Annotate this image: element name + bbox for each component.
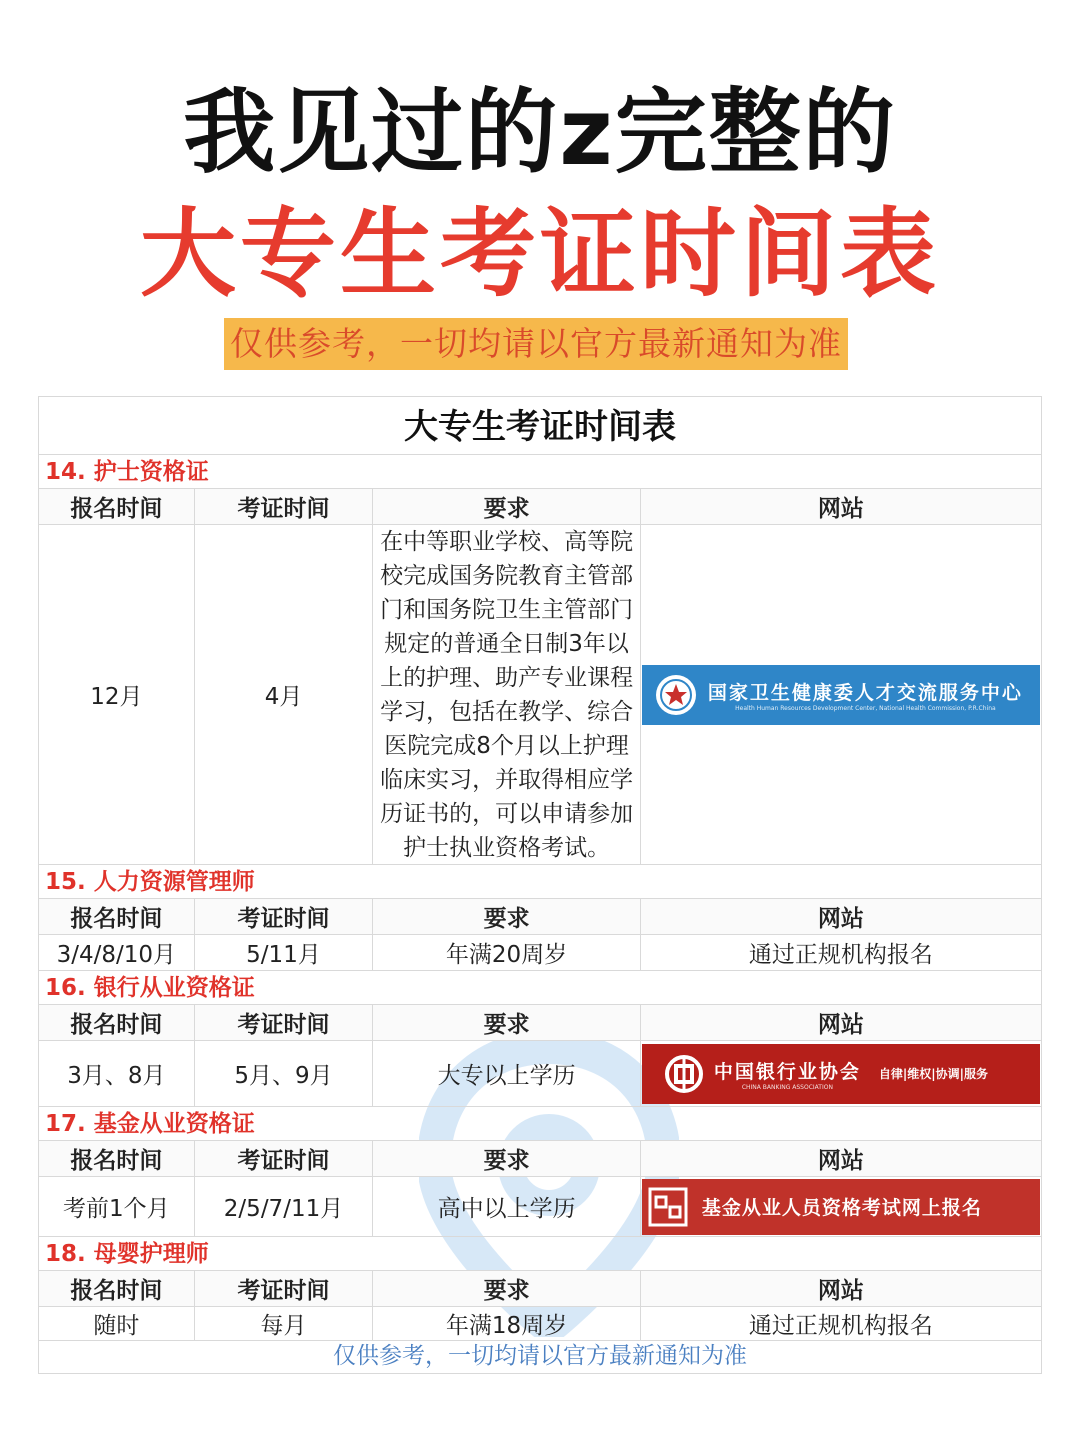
col-site-header: 网站 (641, 489, 1041, 524)
cba-emblem-icon (664, 1054, 704, 1094)
col-reg-header: 报名时间 (39, 1271, 195, 1306)
fund-logo[interactable] (642, 1179, 1040, 1235)
col-exam-header: 考证时间 (195, 899, 374, 934)
table-row (39, 525, 1041, 865)
col-exam-header: 考证时间 (195, 489, 374, 524)
requirement: 年满20周岁 (373, 935, 640, 970)
col-reg-header: 报名时间 (39, 489, 195, 524)
section-title-18: 18. 母婴护理师 (39, 1237, 1041, 1271)
reg-time: 3/4/8/10月 (39, 935, 195, 970)
section-title-14: 14. 护士资格证 (39, 455, 1041, 489)
requirement: 高中以上学历 (373, 1177, 640, 1236)
col-reg-header: 报名时间 (39, 1141, 195, 1176)
nhc-seal-icon (656, 675, 696, 715)
exam-time: 2/5/7/11月 (195, 1177, 374, 1236)
col-req-header: 要求 (373, 1271, 640, 1306)
col-site-header: 网站 (641, 1141, 1041, 1176)
col-req-header: 要求 (373, 489, 640, 524)
exam-time: 每月 (195, 1307, 374, 1340)
nhc-logo-title: 国家卫生健康委人才交流服务中心 (707, 681, 1023, 704)
col-site-header: 网站 (641, 1005, 1041, 1040)
col-exam-header: 考证时间 (195, 1005, 374, 1040)
site-text: 通过正规机构报名 (748, 1313, 933, 1339)
section-title-16: 16. 银行从业资格证 (39, 971, 1041, 1005)
header-row-15 (39, 899, 1041, 935)
reg-time: 随时 (39, 1307, 195, 1340)
col-site-header: 网站 (641, 899, 1041, 934)
site-cell (641, 1177, 1041, 1236)
header-row-14 (39, 489, 1041, 525)
fund-emblem-icon (648, 1187, 688, 1227)
title-line-1: 我见过的z完整的 (183, 79, 897, 186)
section-title-17: 17. 基金从业资格证 (39, 1107, 1041, 1141)
fund-logo-title: 基金从业人员资格考试网上报名 (701, 1197, 982, 1219)
table-title: 大专生考证时间表 (39, 397, 1041, 455)
table-row (39, 1307, 1041, 1341)
schedule-table (38, 396, 1042, 1374)
cba-logo-title: 中国银行业协会 (713, 1060, 861, 1083)
reg-time: 3月、8月 (39, 1041, 195, 1106)
cba-logo[interactable] (642, 1044, 1040, 1104)
exam-time: 5/11月 (195, 935, 374, 970)
col-exam-header: 考证时间 (195, 1271, 374, 1306)
site-cell (641, 1041, 1041, 1106)
col-reg-header: 报名时间 (39, 1005, 195, 1040)
col-site-header: 网站 (641, 1271, 1041, 1306)
site-cell (641, 525, 1041, 864)
col-req-header: 要求 (373, 1005, 640, 1040)
table-row (39, 935, 1041, 971)
table-row (39, 1177, 1041, 1237)
footer-disclaimer: 仅供参考，一切均请以官方最新通知为准 (333, 1343, 747, 1369)
col-reg-header: 报名时间 (39, 899, 195, 934)
section-title-15: 15. 人力资源管理师 (39, 865, 1041, 899)
nhc-logo[interactable] (642, 665, 1040, 725)
header-row-18 (39, 1271, 1041, 1307)
header-row-16 (39, 1005, 1041, 1041)
exam-time: 5月、9月 (195, 1041, 374, 1106)
requirement: 年满18周岁 (373, 1307, 640, 1340)
col-req-header: 要求 (373, 1141, 640, 1176)
title-line-2: 大专生考证时间表 (140, 198, 940, 310)
disclaimer-bar: 仅供参考，一切均请以官方最新通知为准 (224, 318, 848, 370)
requirement: 大专以上学历 (373, 1041, 640, 1106)
col-exam-header: 考证时间 (195, 1141, 374, 1176)
reg-time: 考前1个月 (39, 1177, 195, 1236)
header-row-17 (39, 1141, 1041, 1177)
requirement: 在中等职业学校、高等院 校完成国务院教育主管部 门和国务院卫生主管部门 规定的普通全日制3年以 上的护理、助产专业课程 学习，包括在教学、综合 医院完成8个月以上护理 临床实习，并取得相应学 历证书的，可以申请参加 护士执业资格考试。 (373, 525, 640, 864)
nhc-logo-subtitle: Health Human Resources Development Center, National Health Commission, P.R.China (735, 704, 996, 712)
exam-time: 4月 (195, 525, 374, 864)
site-text: 通过正规机构报名 (748, 942, 933, 968)
cba-logo-slogan: 自律|维权|协调|服务 (878, 1067, 989, 1081)
col-req-header: 要求 (373, 899, 640, 934)
cba-logo-subtitle: CHINA BANKING ASSOCIATION (741, 1083, 833, 1091)
table-row (39, 1041, 1041, 1107)
reg-time: 12月 (39, 525, 195, 864)
